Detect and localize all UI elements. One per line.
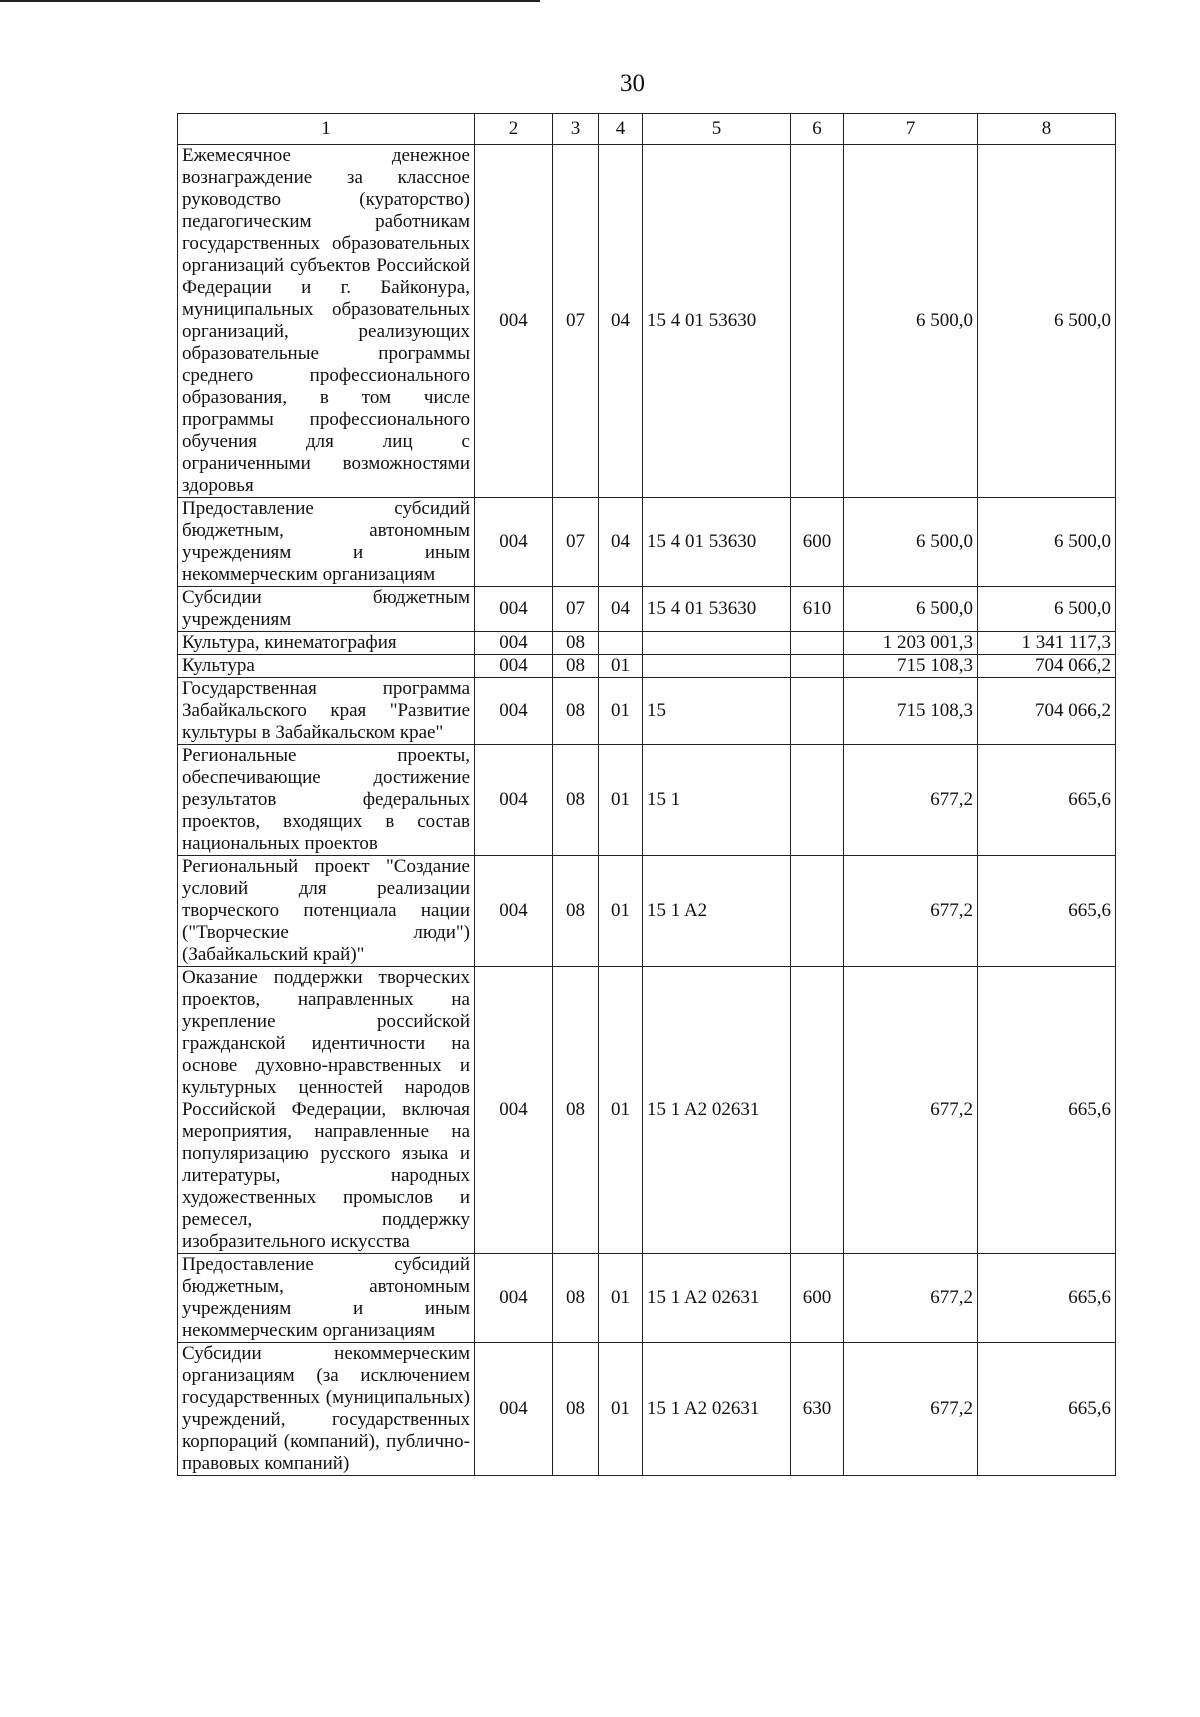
cell-subsection-code: 01 <box>599 745 643 856</box>
column-header: 1 <box>178 114 475 145</box>
cell-section-code: 08 <box>553 678 599 745</box>
cell-expense-type <box>791 678 844 745</box>
column-header: 5 <box>643 114 791 145</box>
cell-ministry-code: 004 <box>475 1343 553 1476</box>
page-number: 30 <box>620 70 645 97</box>
cell-target-article: 15 4 01 53630 <box>643 498 791 587</box>
cell-subsection-code <box>599 632 643 655</box>
cell-amount-col8: 665,6 <box>978 1254 1116 1343</box>
cell-amount-col8: 665,6 <box>978 745 1116 856</box>
cell-target-article: 15 4 01 53630 <box>643 587 791 632</box>
table-row <box>178 745 1116 856</box>
row-name: Региональный проект "Создание условий для реализации творческого потенциала нации ("Творческие люди") (Забайкальский край)" <box>178 856 475 967</box>
table-row <box>178 498 1116 587</box>
cell-expense-type: 600 <box>791 498 844 587</box>
cell-amount-col8: 665,6 <box>978 1343 1116 1476</box>
cell-amount-col7: 677,2 <box>844 745 978 856</box>
cell-expense-type <box>791 632 844 655</box>
cell-amount-col8: 6 500,0 <box>978 145 1116 498</box>
row-name: Культура <box>178 655 475 678</box>
cell-section-code: 08 <box>553 967 599 1254</box>
cell-section-code: 08 <box>553 655 599 678</box>
cell-target-article: 15 1 A2 02631 <box>643 1343 791 1476</box>
cell-ministry-code: 004 <box>475 655 553 678</box>
table-row <box>178 678 1116 745</box>
cell-expense-type <box>791 745 844 856</box>
cell-amount-col7: 677,2 <box>844 856 978 967</box>
cell-section-code: 07 <box>553 145 599 498</box>
column-header: 6 <box>791 114 844 145</box>
table-row <box>178 1343 1116 1476</box>
budget-table <box>177 113 1116 1476</box>
cell-ministry-code: 004 <box>475 587 553 632</box>
cell-subsection-code: 01 <box>599 856 643 967</box>
cell-expense-type <box>791 967 844 1254</box>
cell-target-article: 15 1 <box>643 745 791 856</box>
cell-amount-col7: 6 500,0 <box>844 498 978 587</box>
cell-target-article: 15 4 01 53630 <box>643 145 791 498</box>
cell-subsection-code: 01 <box>599 678 643 745</box>
cell-target-article <box>643 632 791 655</box>
cell-target-article: 15 1 A2 02631 <box>643 967 791 1254</box>
cell-section-code: 08 <box>553 632 599 655</box>
cell-amount-col7: 677,2 <box>844 967 978 1254</box>
cell-section-code: 08 <box>553 745 599 856</box>
page-top-rule <box>0 0 540 2</box>
cell-expense-type: 610 <box>791 587 844 632</box>
column-header: 4 <box>599 114 643 145</box>
cell-section-code: 08 <box>553 1343 599 1476</box>
cell-ministry-code: 004 <box>475 678 553 745</box>
cell-ministry-code: 004 <box>475 856 553 967</box>
cell-subsection-code: 04 <box>599 587 643 632</box>
row-name: Региональные проекты, обеспечивающие достижение результатов федеральных проектов, входящих в состав национальных проектов <box>178 745 475 856</box>
cell-subsection-code: 01 <box>599 1343 643 1476</box>
table-row <box>178 856 1116 967</box>
cell-subsection-code: 04 <box>599 498 643 587</box>
cell-amount-col8: 6 500,0 <box>978 587 1116 632</box>
cell-amount-col7: 677,2 <box>844 1343 978 1476</box>
row-name: Субсидии бюджетным учреждениям <box>178 587 475 632</box>
cell-target-article: 15 <box>643 678 791 745</box>
table-header-row <box>178 114 1116 145</box>
cell-subsection-code: 01 <box>599 1254 643 1343</box>
column-header: 8 <box>978 114 1116 145</box>
cell-amount-col7: 1 203 001,3 <box>844 632 978 655</box>
cell-ministry-code: 004 <box>475 1254 553 1343</box>
row-name: Субсидии некоммерческим организациям (за исключением государственных (муниципальных) учреждений, государственных корпораций (компаний), публично-правовых компаний) <box>178 1343 475 1476</box>
cell-section-code: 07 <box>553 587 599 632</box>
cell-subsection-code: 01 <box>599 967 643 1254</box>
cell-amount-col8: 665,6 <box>978 856 1116 967</box>
cell-amount-col7: 715 108,3 <box>844 678 978 745</box>
table-row <box>178 632 1116 655</box>
row-name: Оказание поддержки творческих проектов, направленных на укрепление российской гражданской идентичности на основе духовно-нравственных и культурных ценностей народов Российской Федерации, включая мероприятия, направленные на популяризацию русского языка и литературы, народных художественных промыслов и ремесел, поддержку изобразительного искусства <box>178 967 475 1254</box>
cell-section-code: 08 <box>553 856 599 967</box>
column-header: 3 <box>553 114 599 145</box>
cell-ministry-code: 004 <box>475 145 553 498</box>
row-name: Ежемесячное денежное вознаграждение за классное руководство (кураторство) педагогическим работникам государственных образовательных организаций субъектов Российской Федерации и г. Байконура, муниципальных образовательных организаций, реализующих образовательные программы среднего профессионального образования, в том числе программы профессионального обучения для лиц с ограниченными возможностями здоровья <box>178 145 475 498</box>
column-header: 2 <box>475 114 553 145</box>
cell-ministry-code: 004 <box>475 745 553 856</box>
cell-expense-type: 630 <box>791 1343 844 1476</box>
cell-amount-col8: 1 341 117,3 <box>978 632 1116 655</box>
cell-ministry-code: 004 <box>475 498 553 587</box>
cell-amount-col8: 665,6 <box>978 967 1116 1254</box>
row-name: Государственная программа Забайкальского края "Развитие культуры в Забайкальском крае" <box>178 678 475 745</box>
cell-amount-col8: 704 066,2 <box>978 655 1116 678</box>
row-name: Предоставление субсидий бюджетным, автономным учреждениям и иным некоммерческим организациям <box>178 498 475 587</box>
table-row <box>178 1254 1116 1343</box>
cell-amount-col7: 6 500,0 <box>844 145 978 498</box>
cell-amount-col8: 704 066,2 <box>978 678 1116 745</box>
table-row <box>178 587 1116 632</box>
cell-ministry-code: 004 <box>475 632 553 655</box>
cell-expense-type <box>791 145 844 498</box>
cell-expense-type <box>791 856 844 967</box>
cell-expense-type <box>791 655 844 678</box>
cell-amount-col7: 6 500,0 <box>844 587 978 632</box>
cell-ministry-code: 004 <box>475 967 553 1254</box>
cell-target-article: 15 1 A2 02631 <box>643 1254 791 1343</box>
cell-section-code: 07 <box>553 498 599 587</box>
cell-amount-col8: 6 500,0 <box>978 498 1116 587</box>
cell-expense-type: 600 <box>791 1254 844 1343</box>
cell-amount-col7: 677,2 <box>844 1254 978 1343</box>
cell-target-article: 15 1 A2 <box>643 856 791 967</box>
table-row <box>178 145 1116 498</box>
column-header: 7 <box>844 114 978 145</box>
cell-target-article <box>643 655 791 678</box>
cell-subsection-code: 01 <box>599 655 643 678</box>
row-name: Предоставление субсидий бюджетным, автономным учреждениям и иным некоммерческим организациям <box>178 1254 475 1343</box>
table-row <box>178 967 1116 1254</box>
row-name: Культура, кинематография <box>178 632 475 655</box>
cell-amount-col7: 715 108,3 <box>844 655 978 678</box>
table-row <box>178 655 1116 678</box>
cell-section-code: 08 <box>553 1254 599 1343</box>
cell-subsection-code: 04 <box>599 145 643 498</box>
